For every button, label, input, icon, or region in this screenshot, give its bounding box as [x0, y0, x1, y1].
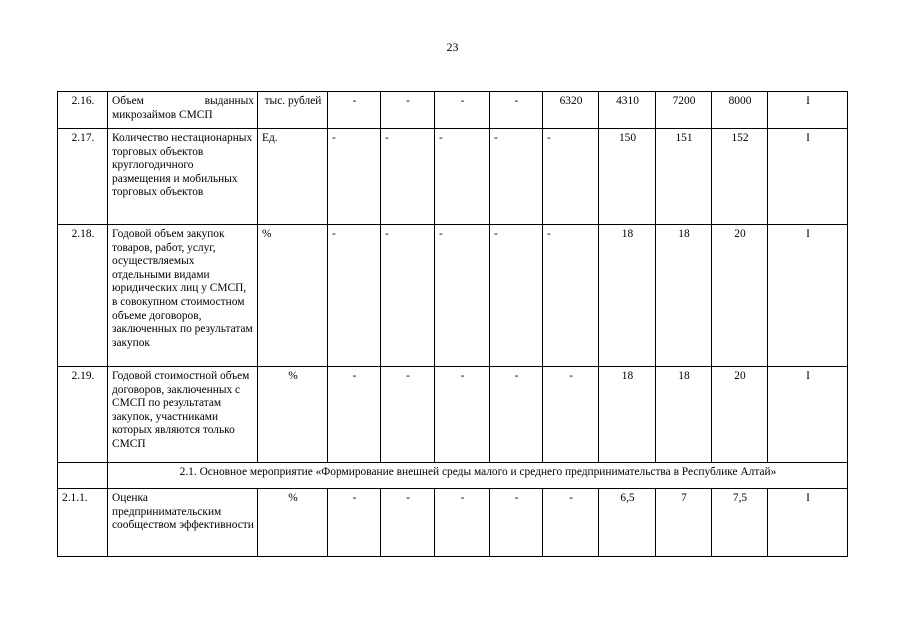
unit: % [258, 225, 328, 367]
value-cell: - [435, 225, 490, 367]
value-cell: 7 [656, 489, 712, 557]
indicator-name: Годовой стоимостной объем договоров, заключенных с СМСП по результатам закупок, участниками которых являются только СМСП [108, 367, 258, 463]
value-cell: I [768, 367, 848, 463]
value-cell: I [768, 225, 848, 367]
value-cell: 18 [599, 367, 656, 463]
row-number: 2.18. [58, 225, 108, 367]
value-cell: - [381, 225, 435, 367]
value-cell: 7,5 [712, 489, 768, 557]
unit: % [258, 489, 328, 557]
value-cell: 18 [656, 225, 712, 367]
value-cell: 18 [656, 367, 712, 463]
unit: % [258, 367, 328, 463]
value-cell: 4310 [599, 92, 656, 129]
indicator-name: Годовой объем закупок товаров, работ, услуг, осуществляемых отдельными видами юридических лиц у СМСП, в совокупном стоимостном объеме договоров, заключенных по результатам закупок [108, 225, 258, 367]
row-number: 2.17. [58, 129, 108, 225]
value-cell: 18 [599, 225, 656, 367]
value-cell: - [435, 92, 490, 129]
value-cell: - [490, 129, 543, 225]
value-cell: - [490, 489, 543, 557]
table-row [58, 92, 848, 129]
value-cell: - [435, 129, 490, 225]
value-cell: 150 [599, 129, 656, 225]
value-cell: 152 [712, 129, 768, 225]
value-cell: - [328, 129, 381, 225]
value-cell: I [768, 92, 848, 129]
page-number: 23 [446, 40, 459, 54]
value-cell: 6,5 [599, 489, 656, 557]
table-row [58, 225, 848, 367]
value-cell: 20 [712, 225, 768, 367]
value-cell: - [435, 367, 490, 463]
indicators-table [57, 91, 848, 557]
unit: тыс. рублей [258, 92, 328, 129]
value-cell: - [328, 367, 381, 463]
indicator-name: Оценка предпринимательским сообществом эффективности [108, 489, 258, 557]
section-number-cell [58, 463, 108, 489]
indicator-name: Объем выданных микрозаймов СМСП [108, 92, 258, 129]
row-number: 2.19. [58, 367, 108, 463]
value-cell: 6320 [543, 92, 599, 129]
value-cell: - [381, 367, 435, 463]
value-cell: - [543, 367, 599, 463]
value-cell: I [768, 129, 848, 225]
value-cell: - [543, 225, 599, 367]
value-cell: - [490, 225, 543, 367]
section-row [58, 463, 848, 489]
value-cell: 7200 [656, 92, 712, 129]
unit: Ед. [258, 129, 328, 225]
value-cell: I [768, 489, 848, 557]
value-cell: - [381, 129, 435, 225]
table-row [58, 489, 848, 557]
value-cell: - [381, 92, 435, 129]
value-cell: - [543, 489, 599, 557]
indicator-name: Количество нестационарных торговых объектов круглогодичного размещения и мобильных торговых объектов [108, 129, 258, 225]
row-number: 2.1.1. [58, 489, 108, 557]
value-cell: - [490, 367, 543, 463]
table-row [58, 367, 848, 463]
value-cell: - [328, 489, 381, 557]
value-cell: 151 [656, 129, 712, 225]
value-cell: - [381, 489, 435, 557]
section-title: 2.1. Основное мероприятие «Формирование внешней среды малого и среднего предпринимательства в Республике Алтай» [108, 463, 848, 489]
value-cell: - [435, 489, 490, 557]
table-row [58, 129, 848, 225]
value-cell: - [328, 92, 381, 129]
value-cell: 20 [712, 367, 768, 463]
row-number: 2.16. [58, 92, 108, 129]
value-cell: - [543, 129, 599, 225]
value-cell: 8000 [712, 92, 768, 129]
value-cell: - [490, 92, 543, 129]
value-cell: - [328, 225, 381, 367]
